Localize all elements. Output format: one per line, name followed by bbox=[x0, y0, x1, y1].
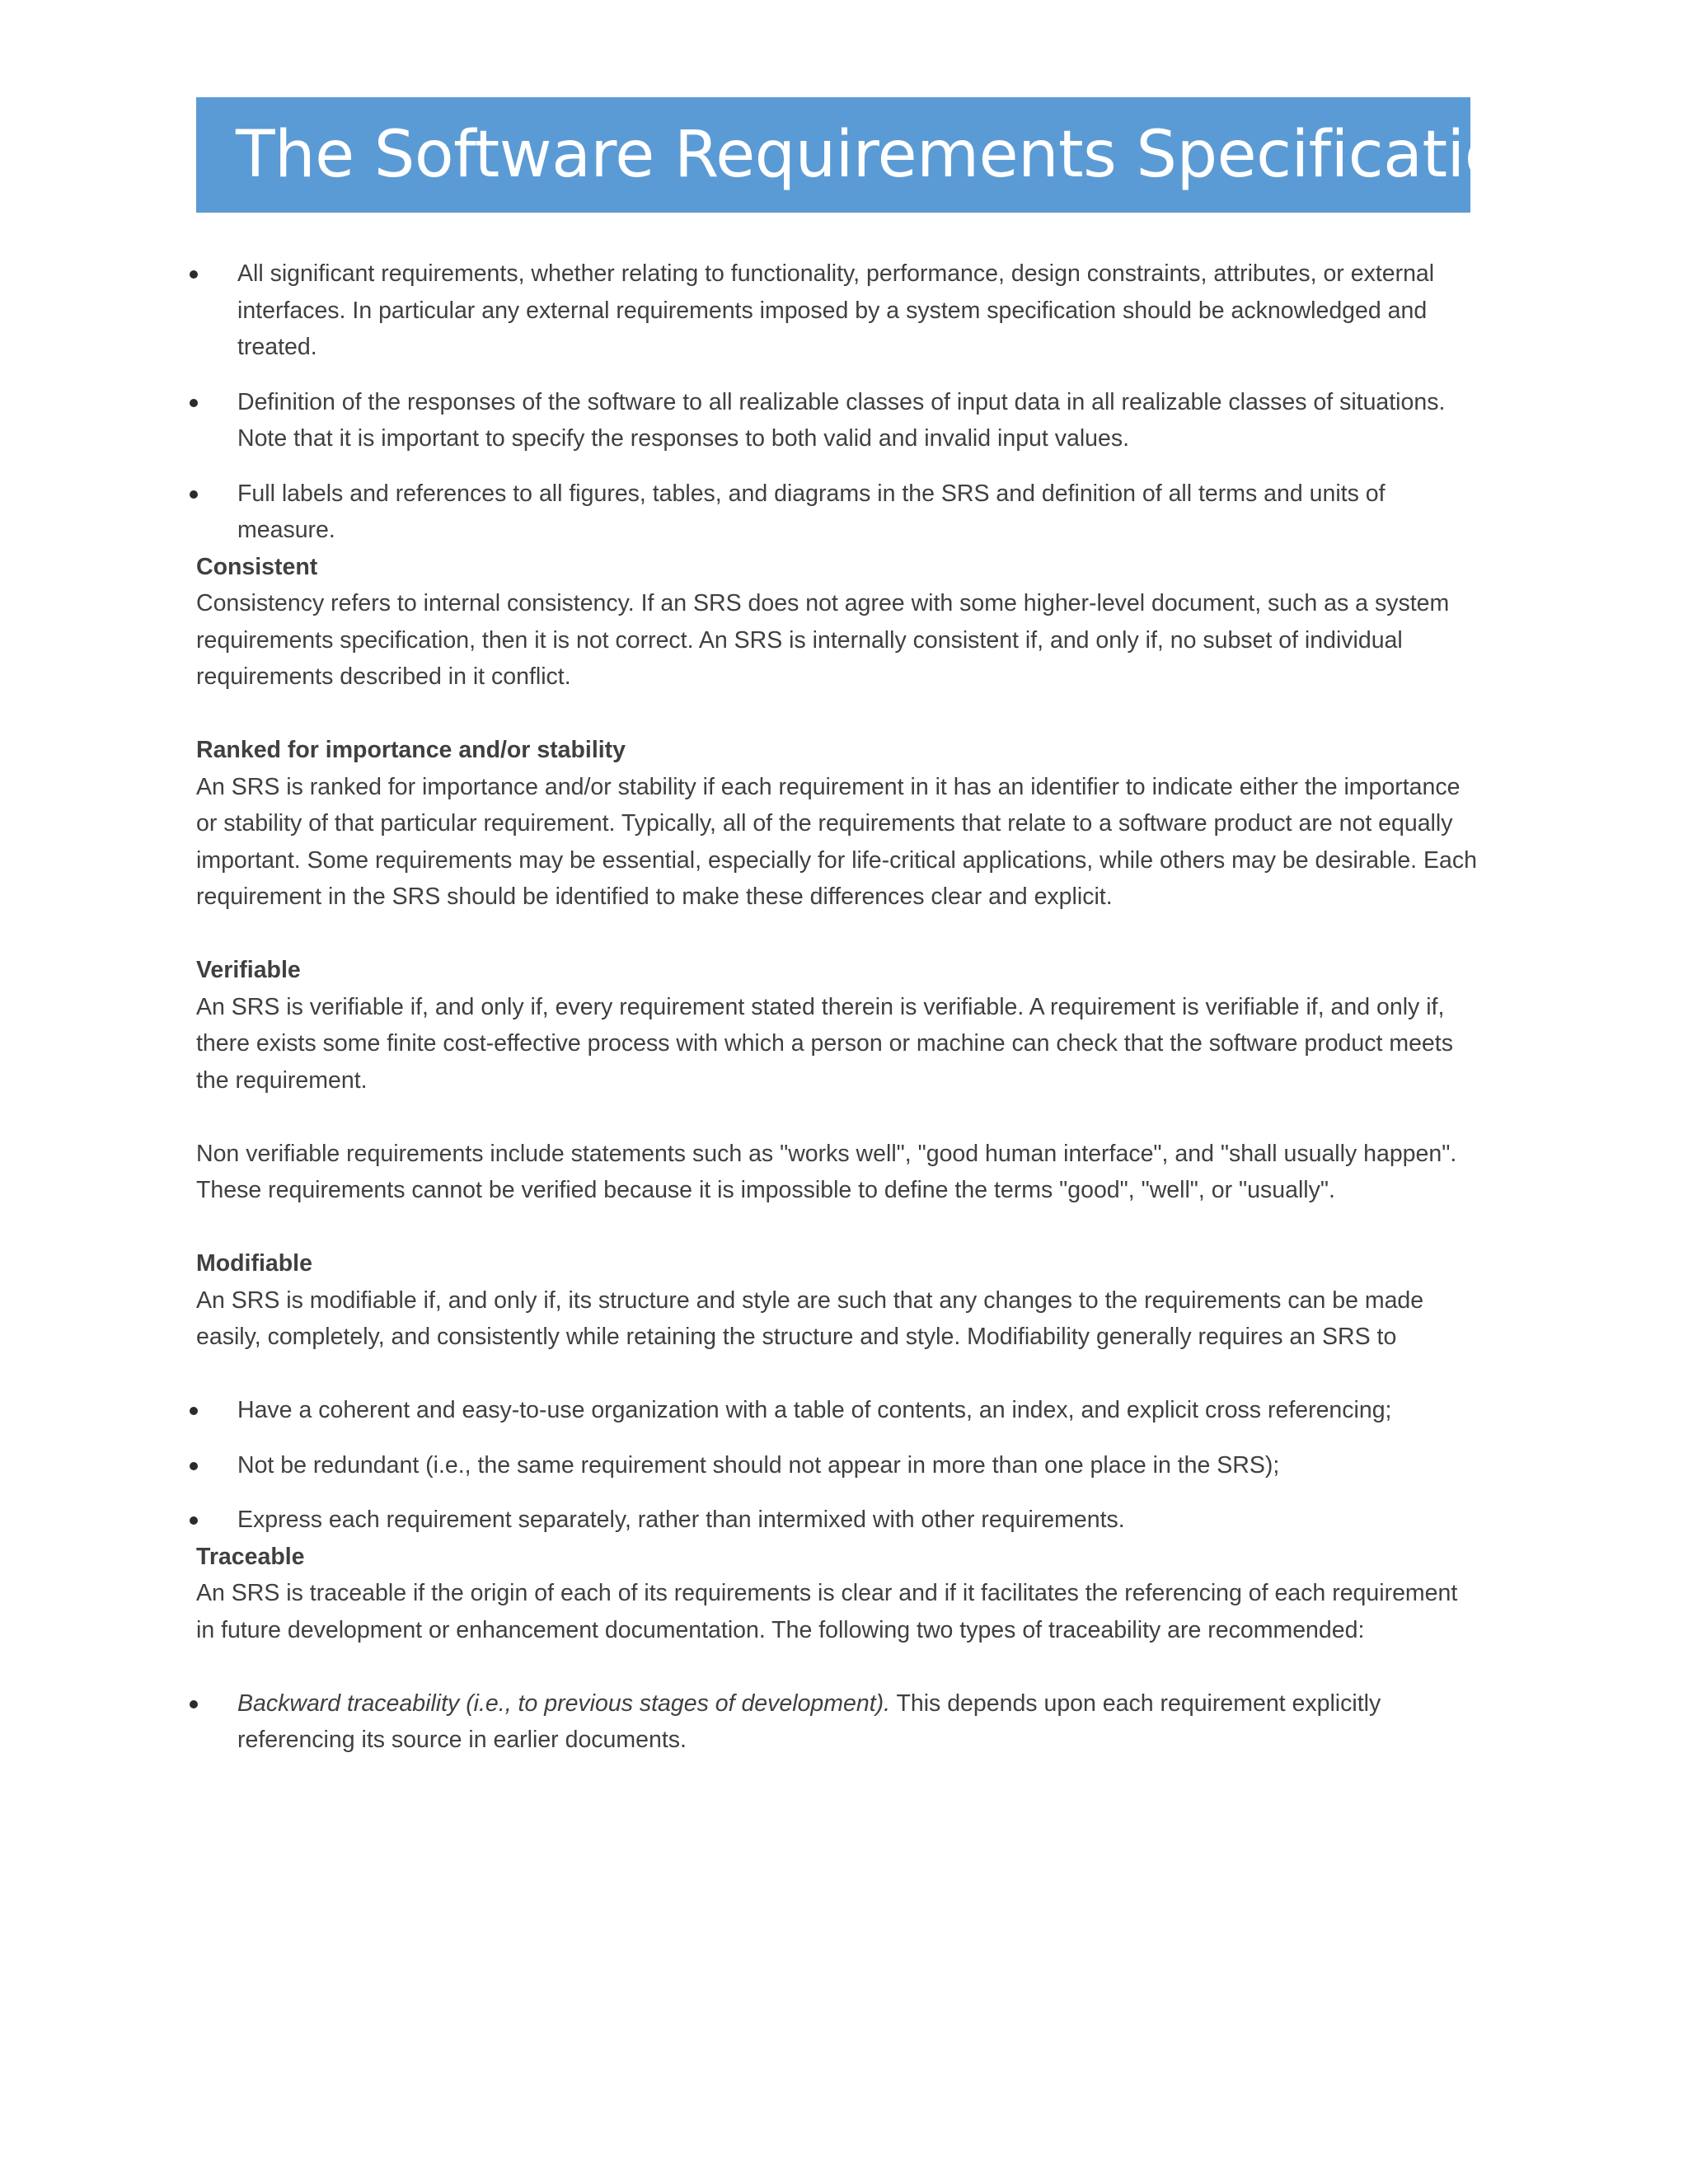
bullet-icon bbox=[190, 1407, 198, 1415]
list-item bbox=[196, 476, 1482, 549]
bullet-icon bbox=[190, 1462, 198, 1470]
list-item bbox=[196, 255, 1482, 366]
paragraph-spacer bbox=[196, 696, 1482, 733]
section-heading-verifiable: Verifiable bbox=[196, 957, 301, 983]
list-item-text: Full labels and references to all figures, tables, and diagrams in the SRS and definition of all terms and units of measure. bbox=[237, 480, 1386, 543]
list-item-text: Have a coherent and easy-to-use organization with a table of contents, an index, and explicit cross referencing; bbox=[237, 1397, 1392, 1423]
modifiable-bullet-list bbox=[196, 1392, 1482, 1539]
section-heading-ranked: Ranked for importance and/or stability bbox=[196, 737, 626, 763]
section-heading-modifiable: Modifiable bbox=[196, 1250, 312, 1277]
section-body-verifiable-2: Non verifiable requirements include statements such as "works well", "good human interface", and "shall usually happen". These requirements cannot be verified because it is impossible to define the terms "good", "well", or "usually". bbox=[196, 1140, 1457, 1203]
paragraph-spacer bbox=[196, 916, 1482, 953]
section-heading-traceable: Traceable bbox=[196, 1543, 305, 1570]
section-heading-consistent: Consistent bbox=[196, 553, 318, 580]
list-item-text: Express each requirement separately, rather than intermixed with other requirements. bbox=[237, 1507, 1125, 1533]
bullet-icon bbox=[190, 1516, 198, 1525]
section-body-ranked: An SRS is ranked for importance and/or stability if each requirement in it has an identifier to indicate either the importance or stability of that particular requirement. Typically, all of the requirements that relate to a software product are not equally important. Some requirements may be essential, especially for life-critical applications, while others may be desirable. Each requirement in the SRS should be identified to make these differences clear and explicit. bbox=[196, 773, 1477, 910]
title-banner bbox=[196, 97, 1544, 213]
list-item-text: This depends upon each requirement explicitly referencing its source in earlier documents. bbox=[237, 1690, 1381, 1753]
paragraph-spacer bbox=[196, 1209, 1482, 1246]
page-title: The Software Requirements Specification bbox=[236, 118, 1544, 192]
paragraph-spacer bbox=[196, 1099, 1482, 1136]
intro-bullet-list bbox=[196, 255, 1482, 549]
bullet-icon bbox=[190, 1700, 198, 1708]
document-body bbox=[196, 255, 1482, 1759]
bullet-icon bbox=[190, 270, 198, 279]
list-item-text: Not be redundant (i.e., the same requirement should not appear in more than one place in the SRS); bbox=[237, 1451, 1280, 1479]
paragraph-spacer bbox=[196, 1648, 1482, 1685]
list-item bbox=[196, 384, 1482, 457]
list-item bbox=[196, 1447, 1482, 1484]
list-item-text: Definition of the responses of the software to all realizable classes of input data in all realizable classes of situations. Note that it is important to specify the responses to both valid and invalid input values. bbox=[237, 388, 1446, 452]
section-body-verifiable: An SRS is verifiable if, and only if, every requirement stated therein is verifiable. A requirement is verifiable if, and only if, there exists some finite cost-effective process with which a person or machine can check that the software product meets the requirement. bbox=[196, 993, 1453, 1094]
list-item bbox=[196, 1392, 1482, 1429]
section-body-traceable: An SRS is traceable if the origin of each of its requirements is clear and if it facilitates the referencing of each requirement in future development or enhancement documentation. The following two types of traceability are recommended: bbox=[196, 1580, 1458, 1643]
section-body-consistent: Consistency refers to internal consistency. If an SRS does not agree with some higher-level document, such as a system requirements specification, then it is not correct. An SRS is internally consistent if, and only if, no subset of individual requirements described in it conflict. bbox=[196, 590, 1450, 690]
list-item bbox=[196, 1502, 1482, 1539]
traceable-bullet-list bbox=[196, 1685, 1482, 1759]
list-item-italic-lead: Backward traceability (i.e., to previous stages of development). bbox=[237, 1690, 891, 1717]
section-body-modifiable: An SRS is modifiable if, and only if, its structure and style are such that any changes to the requirements can be made easily, completely, and consistently while retaining the structure and style. Modifiability generally requires an SRS to bbox=[196, 1286, 1424, 1350]
list-item-text: All significant requirements, whether relating to functionality, performance, design constraints, attributes, or external interfaces. In particular any external requirements imposed by a system specification should be acknowledged and treated. bbox=[237, 260, 1435, 360]
paragraph-spacer bbox=[196, 1356, 1482, 1393]
list-item bbox=[196, 1685, 1482, 1759]
bullet-icon bbox=[190, 490, 198, 499]
bullet-icon bbox=[190, 399, 198, 407]
